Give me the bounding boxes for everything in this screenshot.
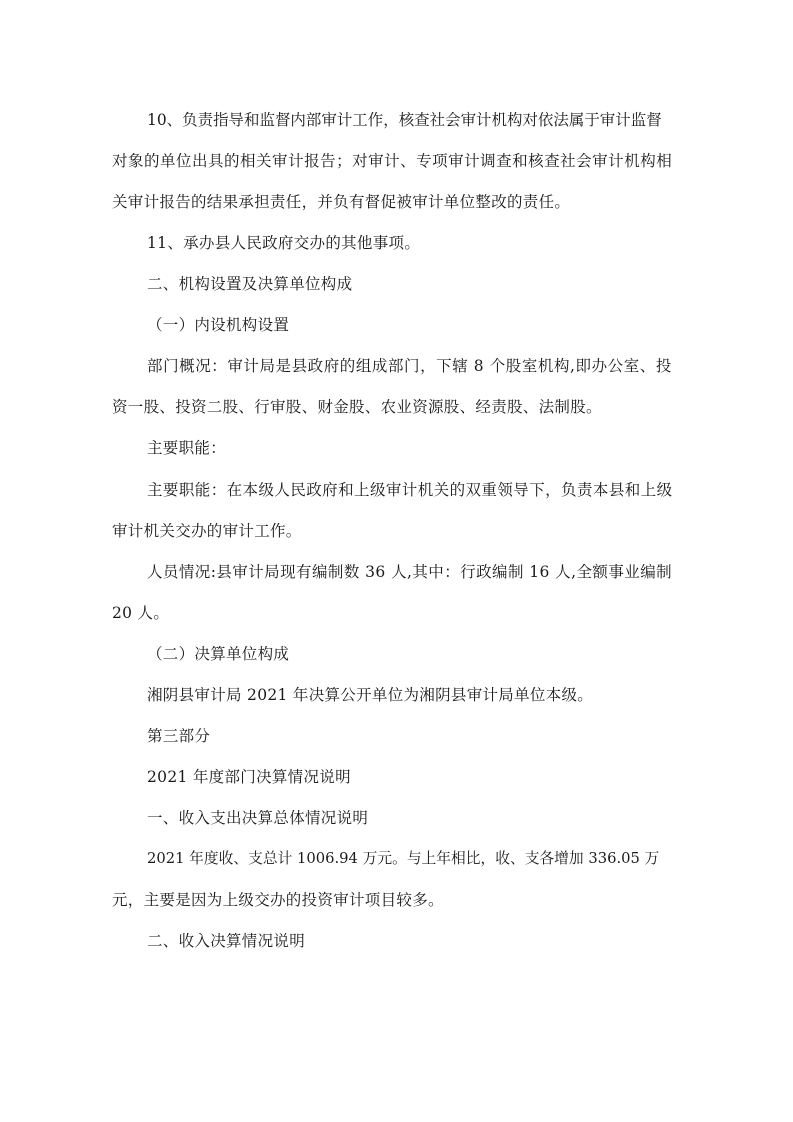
paragraph-line: 10、负责指导和监督内部审计工作，核查社会审计机构对依法属于审计监督 bbox=[147, 111, 662, 129]
paragraph-line: 主要职能： bbox=[147, 439, 227, 457]
paragraph-line: 资一股、投资二股、行审股、财金股、农业资源股、经责股、法制股。 bbox=[112, 398, 602, 416]
section-heading: 一、收入支出决算总体情况说明 bbox=[147, 809, 369, 827]
paragraph-line: 2021 年度收、支总计 1006.94 万元。与上年相比，收、支各增加 336.05 万 bbox=[147, 850, 660, 867]
paragraph-line: 部门概况：审计局是县政府的组成部门，下辖 8 个股室机构,即办公室、投 bbox=[147, 357, 672, 375]
paragraph-line: 关审计报告的结果承担责任，并负有督促被审计单位整改的责任。 bbox=[112, 193, 571, 211]
part-heading: 第三部分 bbox=[147, 727, 211, 745]
paragraph-line: 元，主要是因为上级交办的投资审计项目较多。 bbox=[112, 891, 444, 909]
section-heading: 二、机构设置及决算单位构成 bbox=[147, 275, 353, 293]
paragraph-line: 人员情况:县审计局现有编制数 36 人,其中：行政编制 16 人,全额事业编制 bbox=[147, 563, 673, 581]
paragraph-line: 主要职能：在本级人民政府和上级审计机关的双重领导下，负责本县和上级 bbox=[147, 481, 673, 499]
paragraph-line: 20 人。 bbox=[112, 604, 170, 622]
section-heading: 二、收入决算情况说明 bbox=[147, 932, 306, 950]
subsection-heading: （二）决算单位构成 bbox=[147, 645, 290, 663]
part-title: 2021 年度部门决算情况说明 bbox=[147, 768, 351, 786]
paragraph-line: 11、承办县人民政府交办的其他事项。 bbox=[147, 234, 421, 252]
subsection-heading: （一）内设机构设置 bbox=[147, 316, 290, 334]
paragraph-line: 对象的单位出具的相关审计报告；对审计、专项审计调查和核查社会审计机构相 bbox=[112, 152, 673, 170]
paragraph-line: 审计机关交办的审计工作。 bbox=[112, 522, 302, 540]
paragraph-line: 湘阴县审计局 2021 年决算公开单位为湘阴县审计局单位本级。 bbox=[147, 686, 594, 704]
